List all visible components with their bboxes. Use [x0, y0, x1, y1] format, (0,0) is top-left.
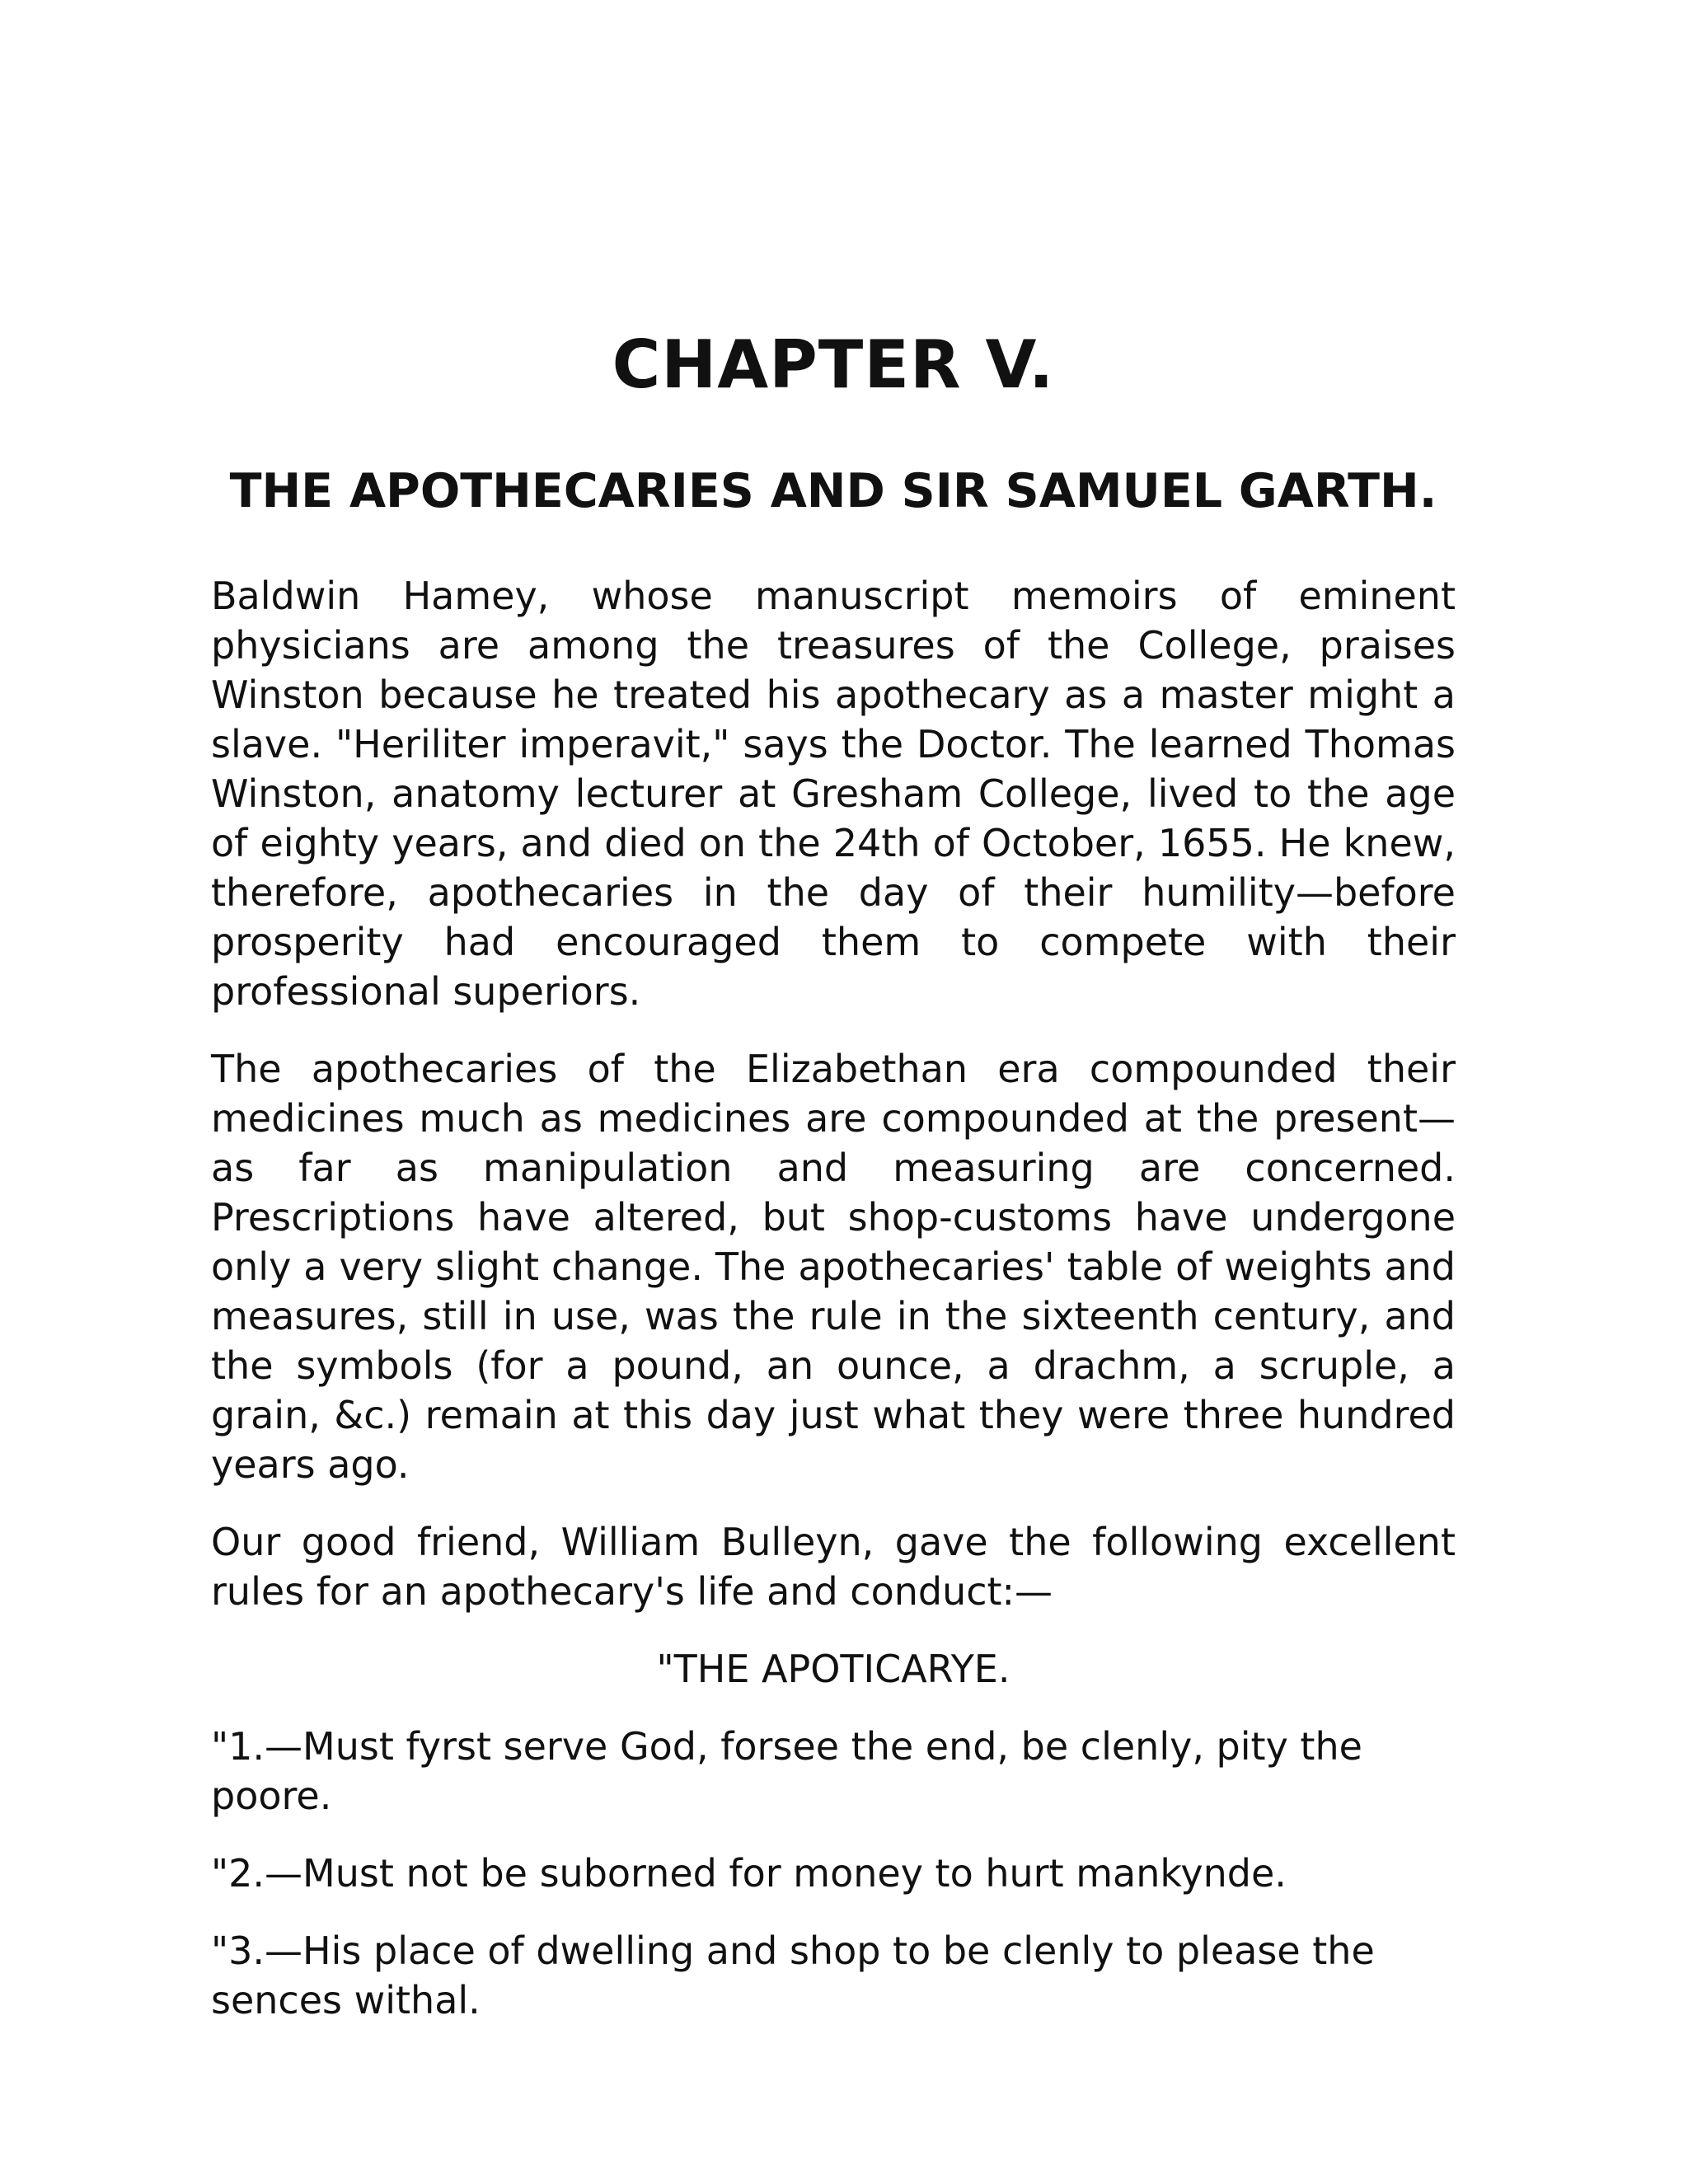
chapter-page: [211, 326, 1456, 2053]
paragraph: Baldwin Hamey, whose manuscript memoirs of eminent physicians are among the treasures of the College, praises Winston because he treated his apothecary as a master might a slave. "Heriliter imperavit," says the Doctor. The learned Thomas Winston, anatomy lecturer at Gresham College, lived to the age of eighty years, and died on the 24th of October, 1655. He knew, therefore, apothecaries in the day of their humility—before prosperity had encouraged them to compete with their professional superiors.: [211, 574, 1456, 1014]
chapter-title: CHAPTER V.: [612, 326, 1055, 403]
paragraph: Our good friend, William Bulleyn, gave the following excellent rules for an apothecary's life and conduct:—: [211, 1520, 1456, 1614]
rule-item: "1.—Must fyrst serve God, forsee the end, be clenly, pity the poore.: [211, 1724, 1362, 1818]
rule-item: "3.—His place of dwelling and shop to be clenly to please the sences withal.: [211, 1929, 1375, 2022]
chapter-subtitle: THE APOTHECARIES AND SIR SAMUEL GARTH.: [229, 464, 1437, 518]
rule-item: "2.—Must not be suborned for money to hurt mankynde.: [211, 1851, 1287, 1896]
paragraph: The apothecaries of the Elizabethan era compounded their medicines much as medicines are compounded at the present—as far as manipulation and measuring are concerned. Prescriptions have altered, but shop-customs have undergone only a very slight change. The apothecaries' table of weights and measures, still in use, was the rule in the sixteenth century, and the symbols (for a pound, an ounce, a drachm, a scruple, a grain, &c.) remain at this day just what they were three hundred years ago.: [211, 1047, 1456, 1487]
chapter-body: [211, 571, 1456, 2025]
quote-heading: "THE APOTICARYE.: [656, 1647, 1010, 1691]
